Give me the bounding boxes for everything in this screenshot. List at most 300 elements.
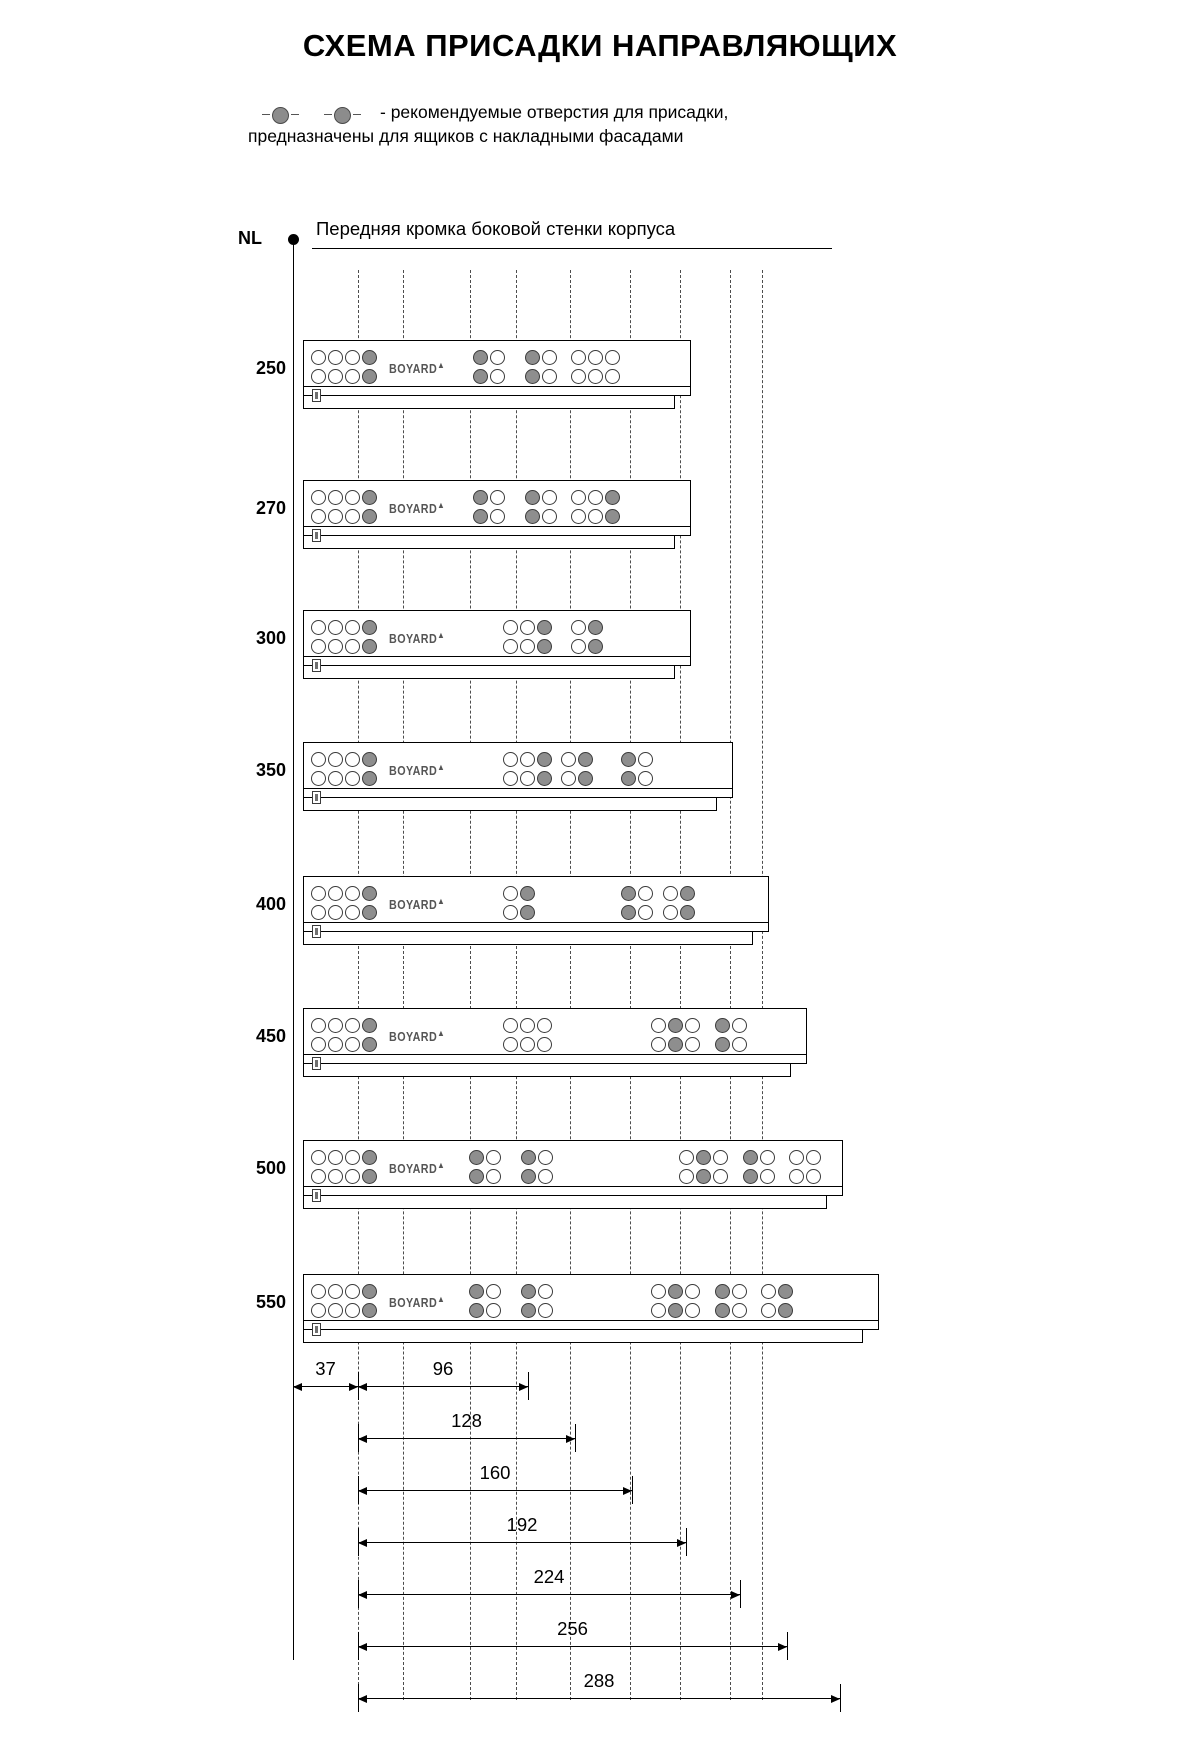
drill-hole [806,1150,821,1165]
drill-hole [571,620,586,635]
slide-350 [303,742,733,812]
recommended-hole [621,905,636,920]
recommended-hole [473,350,488,365]
drill-hole [311,620,326,635]
arrow-left-icon [358,1383,367,1391]
rail-clip-icon [312,389,321,402]
drill-hole [685,1303,700,1318]
recommended-hole [578,752,593,767]
brand-logo: BOYARD▲ [389,500,446,517]
drill-hole [328,1169,343,1184]
brand-logo: BOYARD▲ [389,1028,446,1045]
nl-label: NL [238,228,262,248]
drill-hole [638,771,653,786]
drill-hole [328,490,343,505]
recommended-hole [715,1284,730,1299]
dimension-tick [787,1632,788,1660]
drill-hole [732,1018,747,1033]
dimension-label-224: 224 [533,1566,565,1587]
drill-hole [490,490,505,505]
recommended-hole [668,1018,683,1033]
recommended-hole [362,509,377,524]
drill-hole [685,1037,700,1052]
drill-hole [328,752,343,767]
drill-hole [588,350,603,365]
recommended-hole [362,369,377,384]
drill-hole [328,350,343,365]
drill-hole [542,350,557,365]
recommended-hole [469,1284,484,1299]
slide-body [303,1008,807,1064]
drill-hole [679,1169,694,1184]
slide-rail [303,396,675,409]
drill-hole [651,1303,666,1318]
drill-hole [571,350,586,365]
drill-hole [311,490,326,505]
drill-hole [651,1018,666,1033]
recommended-hole [537,639,552,654]
dimension-line-288 [358,1698,840,1699]
drill-hole [345,1018,360,1033]
rail-clip-icon [312,659,321,672]
front-edge-caption: Передняя кромка боковой стенки корпуса [316,218,676,239]
arrow-right-icon [831,1695,840,1703]
arrow-left-icon [358,1435,367,1443]
drill-hole [685,1018,700,1033]
slide-inner-line [303,1186,843,1187]
recommended-hole [668,1037,683,1052]
drill-hole [561,752,576,767]
rail-clip-icon [312,1323,321,1336]
recommended-hole [621,752,636,767]
drill-hole [538,1303,553,1318]
slide-rail [303,1064,791,1077]
rail-clip-icon [312,791,321,804]
recommended-hole [680,886,695,901]
row-length-label-350: 350 [255,760,286,780]
legend-text-line1: - рекомендуемые отверстия для присадки, [380,102,729,122]
dimension-tick [358,1632,359,1660]
drill-hole [311,639,326,654]
row-length-label-400: 400 [255,894,286,914]
legend-tick-icon [262,114,270,115]
arrow-right-icon [778,1643,787,1651]
brand-logo: BOYARD▲ [389,1160,446,1177]
recommended-hole [525,509,540,524]
drill-hole [328,905,343,920]
recommended-hole [715,1303,730,1318]
drill-hole [345,1150,360,1165]
page-title: СХЕМА ПРИСАДКИ НАПРАВЛЯЮЩИХ [302,28,898,63]
rail-clip-icon [312,1057,321,1070]
recommended-hole [362,1018,377,1033]
drill-hole [605,350,620,365]
recommended-hole [521,1303,536,1318]
recommended-hole [778,1284,793,1299]
recommended-hole [473,369,488,384]
dimension-line-256 [358,1646,787,1647]
slide-body [303,340,691,396]
brand-logo: BOYARD▲ [389,762,446,779]
recommended-hole [362,490,377,505]
drill-hole [328,1284,343,1299]
slide-rail [303,798,717,811]
drill-hole [345,620,360,635]
recommended-hole [362,1150,377,1165]
recommended-hole [521,1284,536,1299]
rail-clip-icon [312,1189,321,1202]
drill-hole [571,639,586,654]
drill-hole [490,509,505,524]
recommended-hole-icon [272,107,289,124]
drill-hole [542,509,557,524]
drill-hole [537,1018,552,1033]
dimension-tick [358,1372,359,1400]
arrow-left-icon [358,1643,367,1651]
slide-550 [303,1274,879,1344]
arrow-left-icon [358,1539,367,1547]
dimension-label-160: 160 [479,1462,511,1483]
drill-hole [345,509,360,524]
drill-hole [538,1284,553,1299]
drill-hole [328,639,343,654]
recommended-hole [473,509,488,524]
brand-logo: BOYARD▲ [389,1294,446,1311]
drill-hole [345,886,360,901]
drill-hole [651,1037,666,1052]
drill-hole [588,369,603,384]
drill-hole [345,752,360,767]
slide-inner-line [303,922,769,923]
arrow-left-icon [358,1695,367,1703]
slide-body [303,610,691,666]
recommended-hole [668,1284,683,1299]
recommended-hole-icon [334,107,351,124]
recommended-hole [362,905,377,920]
drill-hole [486,1169,501,1184]
drill-hole [345,350,360,365]
drill-hole [588,490,603,505]
rail-clip-icon [312,529,321,542]
dimension-tick [632,1476,633,1504]
row-length-label-300: 300 [255,628,286,648]
drill-hole [328,1018,343,1033]
drill-hole [345,1169,360,1184]
dimension-tick [358,1528,359,1556]
drill-hole [713,1169,728,1184]
drill-hole [542,490,557,505]
drill-hole [732,1037,747,1052]
recommended-hole [362,886,377,901]
slide-rail [303,1196,827,1209]
drill-hole [806,1169,821,1184]
recommended-hole [521,1150,536,1165]
drill-hole [638,752,653,767]
drill-hole [520,639,535,654]
drill-hole [760,1150,775,1165]
drill-hole [328,369,343,384]
drill-hole [503,1018,518,1033]
recommended-hole [362,1169,377,1184]
drill-hole [561,771,576,786]
recommended-hole [537,752,552,767]
drill-hole [345,490,360,505]
arrow-left-icon [293,1383,302,1391]
slide-270 [303,480,691,550]
drill-hole [651,1284,666,1299]
dimension-tick [686,1528,687,1556]
drill-hole [588,509,603,524]
recommended-hole [537,620,552,635]
dimension-tick [358,1684,359,1712]
slide-body [303,876,769,932]
drill-hole [311,752,326,767]
drill-hole [789,1169,804,1184]
drill-hole [328,620,343,635]
drill-hole [311,886,326,901]
recommended-hole [778,1303,793,1318]
drill-hole [571,509,586,524]
drill-hole [732,1284,747,1299]
recommended-hole [743,1150,758,1165]
recommended-hole [362,620,377,635]
dimension-tick [740,1580,741,1608]
legend-tick-icon [353,114,361,115]
recommended-hole [362,752,377,767]
drill-hole [503,771,518,786]
dimension-label-96: 96 [432,1358,454,1379]
brand-logo: BOYARD▲ [389,360,446,377]
row-length-label-270: 270 [255,498,286,518]
drill-hole [503,620,518,635]
slide-400 [303,876,769,946]
drill-hole [311,350,326,365]
recommended-hole [362,771,377,786]
slide-body [303,742,733,798]
recommended-hole [469,1169,484,1184]
drill-hole [571,490,586,505]
recommended-hole [525,350,540,365]
front-edge-caption-underline [312,248,832,249]
drill-hole [328,886,343,901]
drill-hole [520,1037,535,1052]
drill-hole [538,1169,553,1184]
drill-hole [311,1018,326,1033]
drill-hole [520,620,535,635]
drill-hole [503,1037,518,1052]
recommended-hole [715,1018,730,1033]
drill-hole [345,1303,360,1318]
drill-hole [503,752,518,767]
drill-hole [328,1303,343,1318]
drill-hole [503,886,518,901]
recommended-hole [715,1037,730,1052]
slide-500 [303,1140,843,1210]
drill-hole [490,350,505,365]
drill-hole [542,369,557,384]
drill-hole [571,369,586,384]
recommended-hole [362,350,377,365]
dimension-tick [358,1580,359,1608]
rail-clip-icon [312,925,321,938]
recommended-hole [362,639,377,654]
slide-rail [303,1330,863,1343]
recommended-hole [680,905,695,920]
recommended-hole [525,369,540,384]
recommended-hole [588,639,603,654]
arrow-right-icon [566,1435,575,1443]
drill-hole [311,1284,326,1299]
drill-hole [345,905,360,920]
drill-hole [345,369,360,384]
arrow-right-icon [623,1487,632,1495]
drill-hole [638,886,653,901]
slide-250 [303,340,691,410]
drill-hole [520,771,535,786]
dimension-line-37 [293,1386,358,1387]
recommended-hole [469,1150,484,1165]
drill-hole [311,905,326,920]
nl-axis-line [293,240,294,1660]
slide-rail [303,536,675,549]
drill-hole [490,369,505,384]
slide-inner-line [303,788,733,789]
drill-hole [760,1169,775,1184]
recommended-hole [520,905,535,920]
row-length-label-450: 450 [255,1026,286,1046]
recommended-hole [521,1169,536,1184]
row-length-label-250: 250 [255,358,286,378]
recommended-hole [473,490,488,505]
slide-inner-line [303,1320,879,1321]
drill-hole [605,369,620,384]
slide-body [303,1140,843,1196]
drill-hole [328,509,343,524]
recommended-hole [362,1284,377,1299]
legend [248,102,972,146]
legend-text-line2: предназначены для ящиков с накладными фасадами [248,126,684,146]
recommended-hole [578,771,593,786]
legend-tick-icon [291,114,299,115]
brand-logo: BOYARD▲ [389,896,446,913]
drill-hole [761,1303,776,1318]
drill-hole [520,1018,535,1033]
dimension-label-192: 192 [506,1514,538,1535]
recommended-hole [520,886,535,901]
drill-hole [761,1284,776,1299]
recommended-hole [537,771,552,786]
dimension-label-128: 128 [451,1410,482,1431]
recommended-hole [605,509,620,524]
drill-hole [503,905,518,920]
dimension-tick [358,1476,359,1504]
row-length-label-500: 500 [255,1158,286,1178]
arrow-right-icon [349,1383,358,1391]
drill-hole [311,1303,326,1318]
recommended-hole [696,1150,711,1165]
dimension-tick [575,1424,576,1452]
drill-hole [311,1150,326,1165]
drill-hole [311,369,326,384]
drill-hole [503,639,518,654]
dimension-line-192 [358,1542,686,1543]
drill-hole [486,1303,501,1318]
drill-hole [679,1150,694,1165]
slide-rail [303,932,753,945]
drill-hole [311,1037,326,1052]
recommended-hole [668,1303,683,1318]
dimension-line-96 [358,1386,528,1387]
drill-hole [345,1284,360,1299]
brand-logo: BOYARD▲ [389,630,446,647]
recommended-hole [362,1303,377,1318]
arrow-right-icon [731,1591,740,1599]
arrow-right-icon [519,1383,528,1391]
drill-hole [345,639,360,654]
recommended-hole [696,1169,711,1184]
drill-hole [685,1284,700,1299]
dimension-label-37: 37 [315,1358,336,1379]
slide-inner-line [303,526,691,527]
drill-hole [311,509,326,524]
legend-tick-icon [324,114,332,115]
dimension-tick [840,1684,841,1712]
recommended-hole [621,771,636,786]
recommended-hole [743,1169,758,1184]
row-length-label-550: 550 [255,1292,286,1312]
drill-hole [538,1150,553,1165]
recommended-hole [469,1303,484,1318]
drill-hole [345,1037,360,1052]
dimension-line-160 [358,1490,632,1491]
drill-hole [663,905,678,920]
drill-hole [713,1150,728,1165]
slide-body [303,480,691,536]
dimension-label-288: 288 [583,1670,615,1691]
recommended-hole [621,886,636,901]
recommended-hole [525,490,540,505]
dimension-tick [293,1372,294,1400]
drill-hole [486,1150,501,1165]
arrow-left-icon [358,1487,367,1495]
dimension-line-224 [358,1594,740,1595]
drill-hole [311,1169,326,1184]
arrow-right-icon [677,1539,686,1547]
drill-hole [486,1284,501,1299]
guide-line-9 [762,270,763,1700]
arrow-left-icon [358,1591,367,1599]
dimension-line-128 [358,1438,575,1439]
recommended-hole [362,1037,377,1052]
recommended-hole [588,620,603,635]
slide-inner-line [303,1054,807,1055]
drill-hole [328,1037,343,1052]
drill-hole [732,1303,747,1318]
dimension-label-256: 256 [557,1618,588,1639]
drill-hole [789,1150,804,1165]
drill-hole [328,771,343,786]
drill-hole [311,771,326,786]
dimension-tick [528,1372,529,1400]
drill-hole [638,905,653,920]
drill-hole [345,771,360,786]
slide-450 [303,1008,807,1078]
drill-hole [328,1150,343,1165]
recommended-hole [605,490,620,505]
guide-line-8 [730,270,731,1700]
slide-300 [303,610,691,680]
slide-rail [303,666,675,679]
